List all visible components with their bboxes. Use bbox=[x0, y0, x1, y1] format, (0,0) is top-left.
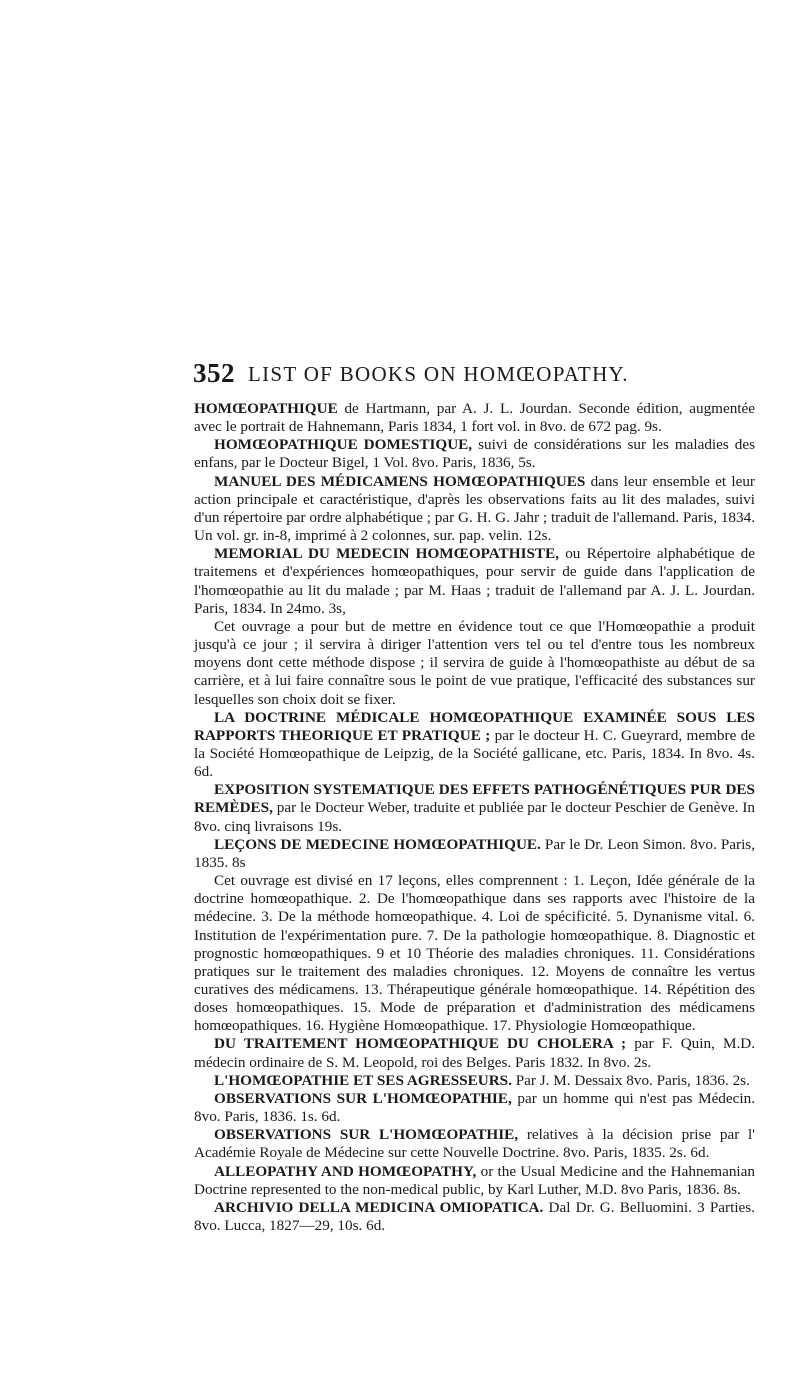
book-entry bbox=[194, 1126, 755, 1162]
entry-title: LA DOCTRINE MÉDICALE HOMŒOPATHIQUE EXAMINÉE SOUS LES RAPPORTS THEORIQUE ET PRATIQUE ; bbox=[194, 708, 755, 744]
entry-title: LEÇONS DE MEDECINE HOMŒOPATHIQUE. bbox=[214, 835, 541, 853]
entry-title: HOMŒOPATHIQUE bbox=[194, 400, 338, 417]
book-entry bbox=[194, 473, 755, 546]
entry-details: Par le Dr. Leon Simon. 8vo. Paris, 1835. 8s bbox=[194, 835, 755, 871]
running-head: LIST OF BOOKS ON HOMŒOPATHY. bbox=[248, 362, 629, 386]
entry-details: dans leur ensemble et leur action principale et caractéristique, d'après les observations faits au lit des malades, suivi d'un répertoire par ordre alphabétique ; par G. H. G. Jahr ; traduit de l'allemand. Paris, 1834. Un vol. gr. in-8, imprimé à 2 colonnes, sur. pap. velin. 12s. bbox=[194, 472, 755, 545]
entry-details: par le docteur H. C. Gueyrard, membre de la Société Homœopathique de Leipzig, de la Société gallicane, etc. Paris, 1834. In 8vo. 4s. 6d. bbox=[194, 726, 756, 781]
entry-description: Cet ouvrage a pour but de mettre en évidence tout ce que l'Homœopathie a produit jusqu'à ce jour ; il servira à diriger l'attention vers tel ou tel d'entre tous les nombreux moyens dont cette méthode dispose ; il servira de guide à l'homœopathiste au début de sa carrière, et à lui faire connaître sous le point de vue pratique, l'efficacité des substances sur lesquelles son choix doit se fixer. bbox=[194, 617, 755, 708]
entry-details: or the Usual Medicine and the Hahnemanian Doctrine represented to the non-medical public, by Karl Luther, M.D. 8vo Paris, 1836. 8s. bbox=[194, 1162, 755, 1198]
entry-title: MEMORIAL DU MEDECIN HOMŒOPATHISTE, bbox=[214, 545, 559, 563]
entry-details: suivi de considérations sur les maladies des enfans, par le Docteur Bigel, 1 Vol. 8vo. Paris, 1836, 5s. bbox=[194, 436, 755, 472]
book-entry bbox=[194, 1199, 755, 1235]
entry-details: par le Docteur Weber, traduite et publiée par le docteur Peschier de Genève. In 8vo. cinq livraisons 19s. bbox=[194, 799, 755, 835]
book-entry bbox=[194, 1163, 755, 1199]
entry-details: relatives à la décision prise par l' Académie Royale de Médecine sur cette Nouvelle Doctrine. 8vo. Paris, 1835. 2s. 6d. bbox=[194, 1126, 755, 1162]
entry-title: ARCHIVIO DELLA MEDICINA OMIOPATICA. bbox=[214, 1198, 544, 1216]
book-entry bbox=[194, 836, 755, 872]
book-entry bbox=[194, 1090, 755, 1126]
entry-description: Cet ouvrage est divisé en 17 leçons, elles comprennent : 1. Leçon, Idée générale de la doctrine homœopathique. 2. De l'homœopathique dans ses rapports avec l'histoire de la médecine. 3. De la méthode homœopathique. 4. Loi de spécificité. 5. Dynanisme vital. 6. Institution de l'expérimentation pure. 7. De la pathologie homœopathique. 8. Diagnostic et prognostic homœopathiques. 9 et 10 Théorie des maladies chroniques. 11. Considérations pratiques sur le traitement des maladies chroniques. 12. Moyens de connaître les vertus curatives des médicamens. 13. Thérapeutique générale homœopathique. 14. Répétition des doses homœopathiques. 15. Mode de préparation et d'administration des médicamens homœopathiques. 16. Hygiène Homœopathique. 17. Physiologie Homœopathique. bbox=[194, 872, 755, 1035]
entry-details: ou Répertoire alphabétique de traitemens et d'expériences homœopathiques, pour servir de guide dans l'application de l'homœopathie au lit du malade ; par M. Haas ; traduit de l'allemand par A. J. L. Jourdan. Paris, 1834. In 24mo. 3s, bbox=[194, 545, 756, 617]
entry-title: OBSERVATIONS SUR L'HOMŒOPATHIE, bbox=[214, 1089, 512, 1107]
page-header bbox=[193, 358, 753, 392]
book-entry bbox=[194, 709, 755, 782]
page-number: 352 bbox=[193, 358, 235, 388]
entry-details: par F. Quin, M.D. médecin ordinaire de S. M. Leopold, roi des Belges. Paris 1832. In 8vo. 2s. bbox=[194, 1035, 756, 1071]
entry-title: HOMŒOPATHIQUE DOMESTIQUE, bbox=[214, 436, 473, 454]
entry-title: EXPOSITION SYSTEMATIQUE DES EFFETS PATHOGÉNÉTIQUES PUR DES REMÈDES, bbox=[194, 781, 755, 817]
entry-title: ALLEOPATHY AND HOMŒOPATHY, bbox=[214, 1162, 477, 1180]
entry-details: Dal Dr. G. Belluomini. 3 Parties. 8vo. Lucca, 1827—29, 10s. 6d. bbox=[194, 1198, 755, 1235]
entry-details: de Hartmann, par A. J. L. Jourdan. Seconde édition, augmentée avec le portrait de Hahnemann, Paris 1834, 1 fort vol. in 8vo. de 672 pag. 9s. bbox=[194, 400, 756, 436]
entry-details: Par J. M. Dessaix 8vo. Paris, 1836. 2s. bbox=[515, 1071, 750, 1089]
book-entry bbox=[194, 400, 755, 436]
entry-title: L'HOMŒOPATHIE ET SES AGRESSEURS. bbox=[214, 1071, 512, 1089]
entry-title: DU TRAITEMENT HOMŒOPATHIQUE DU CHOLERA ; bbox=[214, 1035, 627, 1053]
entry-details: par un homme qui n'est pas Médecin. 8vo. Paris, 1836. 1s. 6d. bbox=[194, 1089, 755, 1126]
book-entry bbox=[194, 1035, 755, 1071]
book-entry bbox=[194, 1072, 755, 1090]
book-entry bbox=[194, 781, 755, 835]
book-list bbox=[194, 400, 755, 1235]
book-entry bbox=[194, 545, 755, 618]
entry-title: MANUEL DES MÉDICAMENS HOMŒOPATHIQUES bbox=[214, 472, 586, 490]
entry-title: OBSERVATIONS SUR L'HOMŒOPATHIE, bbox=[214, 1126, 519, 1144]
book-entry bbox=[194, 436, 755, 472]
